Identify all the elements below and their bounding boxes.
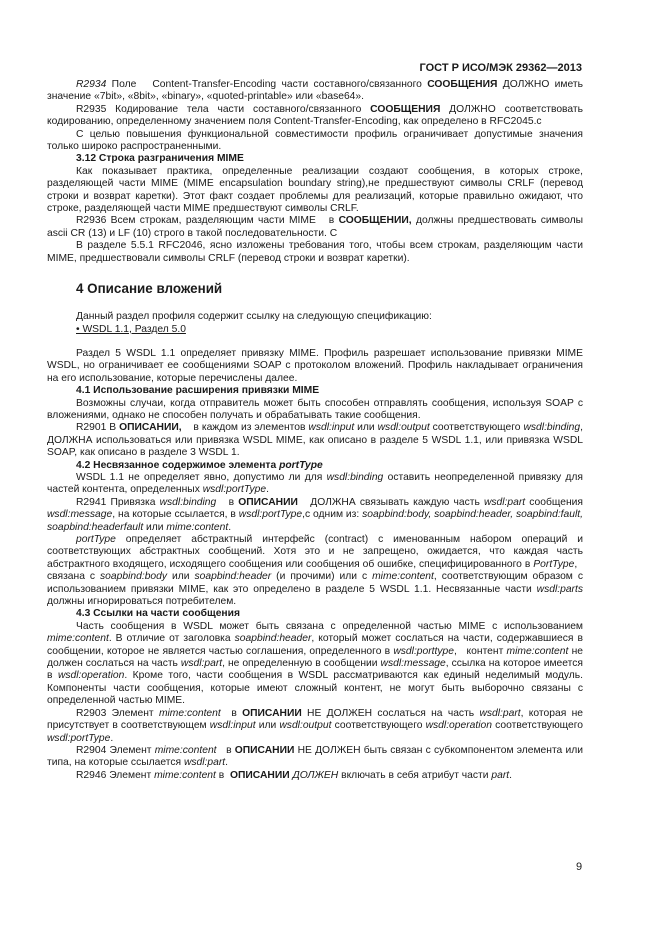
paragraph-r2936: R2936 Всем строкам, разделяющим части MIME в СООБЩЕНИИ, должны предшествовать символы ascii CR (13) и LF (10) строго в такой последовательности. С [47, 215, 583, 239]
paragraph-sender: Возможны случаи, когда отправитель может быть способен отправлять сообщения, используя SOAP с вложениями, однако не способен получать и обрабатывать такие сообщения. [47, 397, 583, 421]
paragraph-section5: Раздел 5 WSDL 1.1 определяет привязку MIME. Профиль разрешает использование привязки MIME WSDL, но ограничивает ее сообщениями SOAP с протоколом вложений. Профиль накладывает ограничения на его использование, которые перечислены далее. [47, 347, 583, 384]
wsdl-link[interactable]: • WSDL 1.1, Раздел 5.0 [76, 323, 186, 335]
page-number: 9 [576, 861, 583, 873]
paragraph-r2903: R2903 Элемент mime:content в ОПИСАНИИ НЕ ДОЛЖЕН сослаться на часть wsdl:part, которая не присутствует в соответствующем wsdl:input или wsdl:output соответствующего wsdl:operation соответствующего wsdl:portType. [47, 707, 584, 744]
paragraph-r2935: R2935 Кодирование тела части составного/связанного СООБЩЕНИЯ ДОЛЖНО соответствовать кодированию, определенному значением поля Content-Transfer-Encoding, как определено в RFC2045.с [47, 103, 583, 128]
section-heading-4: 4 Описание вложений [76, 281, 223, 297]
paragraph-practice: Как показывает практика, определенные реализации создают сообщения, в которых строке, разделяющей части MIME (MIME encapsulation boundary string),не предшествуют символы CRLF (перевод строки и возврат каретки). Этот факт создает проблемы для реализаций, которые правильно ожидают, что строке, разделяющей части MIME предшествуют символы CRLF. [47, 165, 583, 215]
paragraph-reference-intro: Данный раздел профиля содержит ссылку на следующую спецификацию: [76, 311, 432, 323]
paragraph-r2901: R2901 В ОПИСАНИИ, в каждом из элементов wsdl:input или wsdl:output соответствующего wsdl:binding, ДОЛЖНА использоваться или привязка WSDL MIME, как описано в разделе 5 WSDL 1.1, или привязка WSDL SOAP, как описано в разделе 3 WSDL 1. [47, 422, 584, 459]
paragraph-r2941: R2941 Привязка wsdl:binding в ОПИСАНИИ ДОЛЖНА связывать каждую часть wsdl:part сообщения wsdl:message, на которые ссылается, в wsdl:portType,с одним из: soapbind:body, soapbind:header, soapbind:fault, soapbind:headerfault или mime:content. [47, 496, 584, 533]
paragraph-r2946: R2946 Элемент mime:content в ОПИСАНИИ ДОЛЖЕН включать в себя атрибут части part. [76, 769, 512, 781]
section-heading-4-2: 4.2 Несвязанное содержимое элемента portType [76, 459, 323, 471]
section-heading-4-3: 4.3 Ссылки на части сообщения [76, 608, 240, 620]
paragraph-r2934: R2934 Поле Content-Transfer-Encoding части составного/связанного СООБЩЕНИЯ ДОЛЖНО иметь значение «7bit», «8bit», «binary», «quoted-printable» или «base64». [47, 79, 583, 103]
paragraph-rfc2046: В разделе 5.5.1 RFC2046, ясно изложены требования того, чтобы всем строкам, разделяющим части MIME, предшествовали символы CRLF (перевод строки и возврат каретки). [47, 240, 583, 264]
document-body [47, 79, 583, 782]
section-heading-4-1: 4.1 Использование расширения привязки MIME [76, 385, 320, 397]
paragraph-wsdl-binding: WSDL 1.1 не определяет явно, допустимо ли для wsdl:binding оставить неопределенной привязку для частей контента, определенных wsdl:portType. [47, 471, 584, 496]
paragraph-r2904: R2904 Элемент mime:content в ОПИСАНИИ НЕ ДОЛЖЕН быть связан с субкомпонентом элемента или типа, на которые ссылается wsdl:part. [47, 744, 583, 769]
document-header: ГОСТ Р ИСО/МЭК 29362—2013 [419, 62, 582, 74]
paragraph-porttype: portType определяет абстрактный интерфейс (contract) с именованным набором операций и соответствующих абстрактных сообщений. Хотя это и не запрещено, ожидается, что каждая часть абстрактного входящего, исходящего сообщения или сообщения об ошибке, специфицированного в PortType, связана с soapbind:body или soapbind:header (и прочими) или с mime:content, соответствующим образом с использованием привязки MIME, как это определено в разделе 5 WSDL 1.1. Несвязанные части wsdl:parts должны игнорироваться потребителем. [47, 534, 584, 608]
reference-link[interactable] [47, 324, 583, 336]
paragraph-compatibility: С целью повышения функциональной совместимости профиль ограничивает допустимые значения только широко распространенными. [47, 128, 583, 153]
paragraph-message-part: Часть сообщения в WSDL может быть связана с определенной частью MIME с использованием mime:content. В отличие от заголовка soapbind:header, который может сослаться на части, содержавшиеся в сообщении, которое не является частью соглашения, определенного в wsdl:porttype, контент mime:content не должен сослаться на часть wsdl:part, не определенную в сообщении wsdl:message, ссылка на которое имеется в wsdl:operation. Кроме того, части сообщения в WSDL рассматриваются как единый неделимый модуль. Компоненты части сообщения, которые имеют сложный контент, не могут быть выборочно связаны с определенной частью MIME. [47, 620, 583, 707]
section-heading-3-12: 3.12 Строка разграничения MIME [76, 153, 244, 165]
